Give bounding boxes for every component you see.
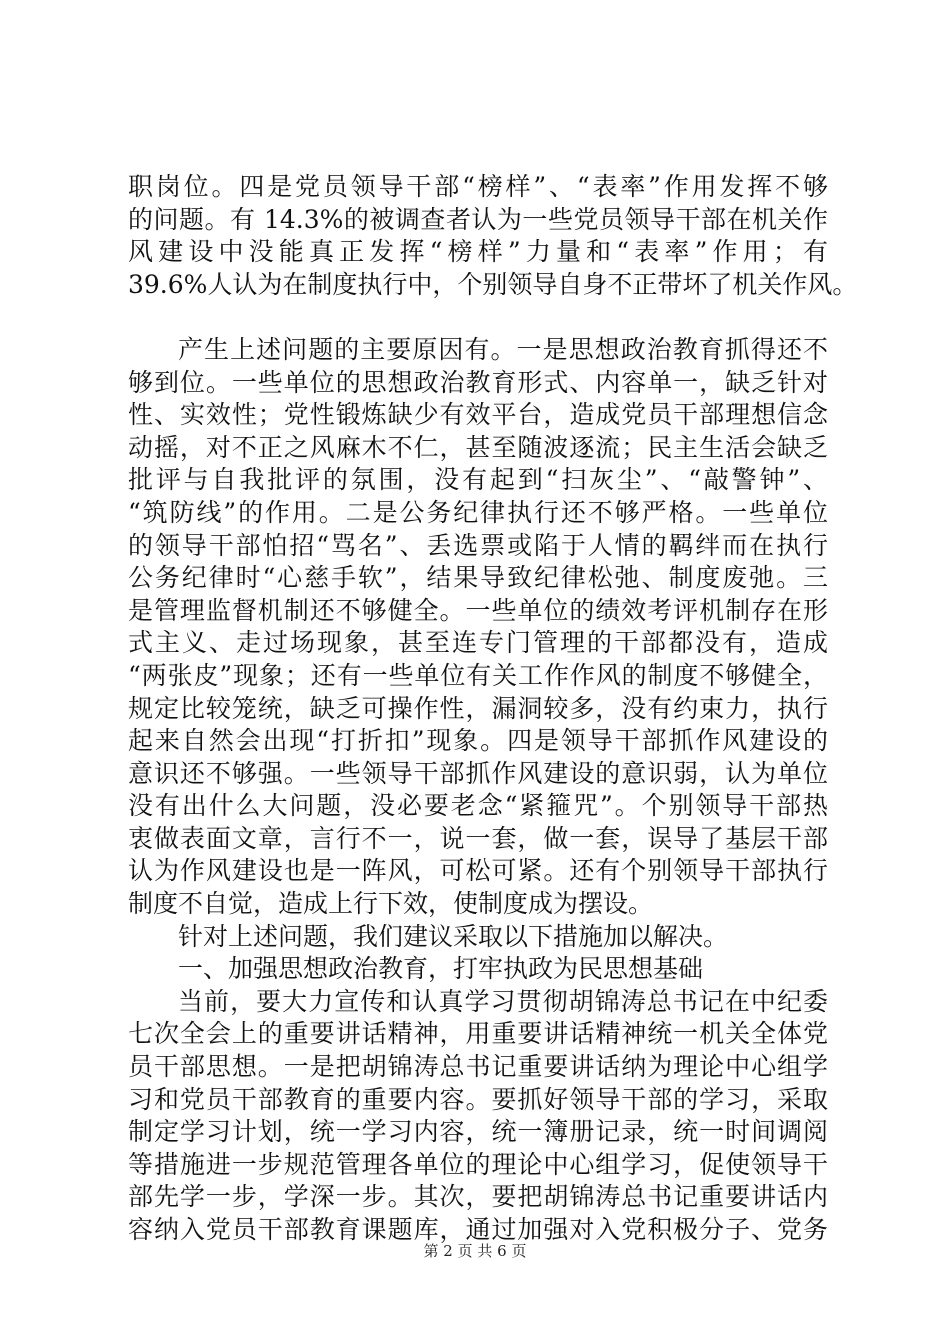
paragraph-gap: [128, 301, 828, 334]
text-line: 的领导干部怕招“骂名”、丢选票或陷于人情的羁绊而在执行: [128, 530, 828, 560]
text-line: 一、加强思想政治教育，打牢执政为民思想基础: [178, 954, 704, 984]
paragraph: [128, 953, 828, 986]
text-line: 七次全会上的重要讲话精神，用重要讲话精神统一机关全体党: [128, 1019, 828, 1049]
text-line: 没有出什么大问题，没必要老念“紧箍咒”。个别领导干部热: [128, 791, 828, 821]
text-line: 当前，要大力宣传和认真学习贯彻胡锦涛总书记在中纪委: [178, 986, 828, 1016]
paragraph: [128, 171, 858, 301]
text-line: 起来自然会出现“打折扣”现象。四是领导干部抓作风建设的: [128, 726, 828, 756]
text-line: 性、实效性；党性锻炼缺少有效平台，造成党员干部理想信念: [128, 400, 828, 430]
document-body: [128, 171, 858, 1247]
text-line: 制度不自觉，造成上行下效，使制度成为摆设。: [128, 889, 654, 919]
text-line: 39.6%人认为在制度执行中，个别领导自身不正带坏了机关作风。: [128, 269, 858, 299]
text-line: 是管理监督机制还不够健全。一些单位的绩效考评机制存在形: [128, 595, 828, 625]
text-line: 公务纪律时“心慈手软”，结果导致纪律松弛、制度废弛。三: [128, 563, 828, 593]
paragraph: [128, 986, 828, 1247]
text-line: 式主义、走过场现象，甚至连专门管理的干部都没有，造成: [128, 628, 828, 658]
text-line: 习和党员干部教育的重要内容。要抓好领导干部的学习，采取: [128, 1084, 828, 1114]
page-footer: 第 2 页 共 6 页: [423, 1242, 527, 1260]
text-line: 批评与自我批评的氛围，没有起到“扫灰尘”、“敲警钟”、: [128, 465, 828, 495]
text-line: “筑防线”的作用。二是公务纪律执行还不够严格。一些单位: [128, 497, 828, 527]
text-line: “两张皮”现象；还有一些单位有关工作作风的制度不够健全，: [128, 660, 828, 690]
text-line: 衷做表面文章，言行不一，说一套，做一套，误导了基层干部: [128, 823, 828, 853]
text-line: 意识还不够强。一些领导干部抓作风建设的意识弱，认为单位: [128, 758, 828, 788]
text-line: 制定学习计划，统一学习内容，统一簿册记录，统一时间调阅: [128, 1117, 828, 1147]
text-line: 规定比较笼统，缺乏可操作性，漏洞较多，没有约束力，执行: [128, 693, 828, 723]
text-line: 员干部思想。一是把胡锦涛总书记重要讲话纳为理论中心组学: [128, 1052, 828, 1082]
text-line: 的问题。有 14.3%的被调查者认为一些党员领导干部在机关作: [128, 204, 828, 234]
text-line: 针对上述问题，我们建议采取以下措施加以解决。: [178, 921, 729, 951]
text-line: 动摇，对不正之风麻木不仁，甚至随波逐流；民主生活会缺乏: [128, 432, 828, 462]
text-line: 部先学一步，学深一步。其次，要把胡锦涛总书记重要讲话内: [128, 1182, 828, 1212]
paragraph: [128, 921, 828, 954]
text-line: 够到位。一些单位的思想政治教育形式、内容单一，缺乏针对: [128, 367, 828, 397]
text-line: 等措施进一步规范管理各单位的理论中心组学习，促使领导干: [128, 1149, 828, 1179]
text-line: 产生上述问题的主要原因有。一是思想政治教育抓得还不: [178, 334, 828, 364]
text-line: 认为作风建设也是一阵风，可松可紧。还有个别领导干部执行: [128, 856, 828, 886]
paragraph: [128, 334, 828, 921]
text-line: 风建设中没能真正发挥“榜样”力量和“表率”作用；有: [128, 237, 828, 267]
text-line: 容纳入党员干部教育课题库，通过加强对入党积极分子、党务: [128, 1215, 828, 1244]
text-line: 职岗位。四是党员领导干部“榜样”、“表率”作用发挥不够: [128, 172, 828, 201]
